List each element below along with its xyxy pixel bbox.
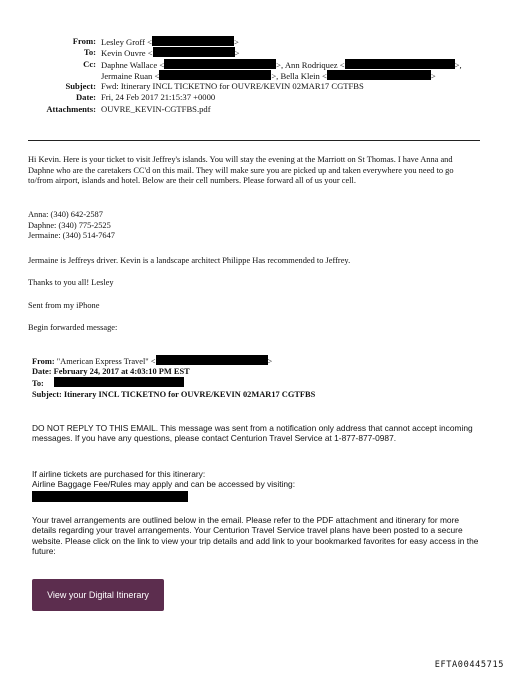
- cc-close: >: [430, 70, 436, 81]
- header-date-row: [0, 92, 512, 103]
- header-attachments-row: [0, 104, 512, 115]
- view-itinerary-button[interactable]: View your Digital Itinerary: [32, 579, 164, 611]
- redaction-box: [32, 491, 188, 502]
- cc-label: Cc:: [83, 58, 96, 69]
- redaction-box: [153, 47, 235, 57]
- message-body: [28, 155, 480, 187]
- to-label: To:: [83, 47, 96, 58]
- fwd-from-label: From:: [32, 357, 55, 366]
- phone-daphne: Daphne: (340) 775-2525: [28, 220, 111, 230]
- fwd-from-row: [32, 355, 472, 367]
- redaction-box: [327, 70, 431, 80]
- phone-anna: Anna: (340) 642-2587: [28, 210, 103, 219]
- from-label: From:: [72, 36, 96, 46]
- redaction-box: [345, 59, 455, 69]
- redaction-box: [54, 377, 184, 387]
- subject-value: Fwd: Itinerary INCL TICKETNO for OUVRE/KEVIN 02MAR17 CGTFBS: [101, 81, 364, 92]
- phone-jermaine: Jermaine: (340) 514-7647: [28, 231, 115, 241]
- attachment-link[interactable]: OUVRE_KEVIN-CGTFBS.pdf: [101, 103, 211, 114]
- from-close: >: [233, 37, 239, 47]
- fwd-subject-label: Subject:: [32, 389, 62, 399]
- forwarded-header: [32, 355, 472, 400]
- header-subject-row: [0, 81, 512, 92]
- thanks-line: Thanks to you all! Lesley: [28, 278, 114, 287]
- travel-arrangements-text: Your travel arrangements are outlined below in the email. Please refer to the PDF attachment and itinerary for more details regarding your travel arrangements. Your Centurion Travel Service travel plans have been posted to a secure website. Please click on the link to view your trip details and add link to your bookmarked favorites for easy access in the future:: [32, 515, 479, 556]
- redaction-box: [156, 355, 268, 365]
- redaction-box: [159, 70, 271, 80]
- header-divider: [28, 140, 480, 141]
- message-paragraph-2: Jermaine is Jeffreys driver. Kevin is a landscape architect Philippe Has recommended to Jeffrey.: [28, 256, 351, 265]
- baggage-fee-line: Airline Baggage Fee/Rules may apply and can be accessed by visiting:: [32, 479, 296, 490]
- airline-tickets-line: If airline tickets are purchased for this itinerary:: [32, 469, 206, 479]
- message-paragraph: Hi Kevin. Here is your ticket to visit Jeffrey's islands. You will stay the evening at the Marriott on St Thomas. I have Anna and Daphne who are the caretakers CC'd on this mail. They will make sure you are picked up and taken everywhere you need to go to/from airport, islands and hotel. Below are their cell numbers. Please forward all of us your cell.: [28, 155, 454, 186]
- to-close: >: [234, 48, 240, 59]
- fwd-date-row: [32, 367, 472, 377]
- redaction-box: [152, 36, 234, 46]
- sent-from-line: Sent from my iPhone: [28, 301, 100, 310]
- cc-daphne: Daphne Wallace <: [101, 59, 165, 70]
- begin-forwarded-line: Begin forwarded message:: [28, 323, 118, 332]
- header-cc-row: [0, 59, 512, 70]
- cc-jermaine: Jermaine Ruan <: [101, 70, 160, 81]
- fwd-from-value: "American Express Travel" <: [56, 357, 156, 366]
- cc-ann: >, Ann Rodriquez <: [276, 59, 345, 70]
- fwd-date-label: Date:: [32, 367, 52, 377]
- date-label: Date:: [75, 92, 96, 103]
- bates-number: EFTA00445715: [434, 660, 504, 670]
- no-reply-notice: DO NOT REPLY TO THIS EMAIL. This message was sent from a notification only address that cannot accept incoming messages. If you have any questions, please contact Centurion Travel Service at 1-877-877-0987.: [32, 423, 473, 444]
- date-value: Fri, 24 Feb 2017 21:15:37 +0000: [101, 92, 216, 103]
- fwd-subject-row: [32, 390, 472, 400]
- header-from-row: [0, 36, 512, 47]
- phone-list: [28, 210, 480, 242]
- fwd-date-value: February 24, 2017 at 4:03:10 PM EST: [53, 367, 190, 377]
- to-value: Kevin Ouvre <: [101, 48, 153, 59]
- cc-bella: >, Bella Klein <: [271, 70, 327, 81]
- fwd-subject-value: Itinerary INCL TICKETNO for OUVRE/KEVIN 02MAR17 CGTFBS: [63, 389, 316, 399]
- header-cc-row-2: [0, 70, 512, 81]
- subject-label: Subject:: [65, 81, 96, 92]
- fwd-to-label: To:: [32, 379, 44, 389]
- header-to-row: [0, 47, 512, 58]
- fwd-from-close: >: [267, 357, 273, 366]
- from-value: Lesley Groff <: [101, 37, 152, 47]
- redaction-box: [164, 59, 276, 69]
- email-header: [0, 36, 512, 115]
- fwd-to-row: [32, 377, 472, 389]
- attachments-label: Attachments:: [46, 103, 96, 114]
- cc-close-comma: >,: [454, 59, 462, 70]
